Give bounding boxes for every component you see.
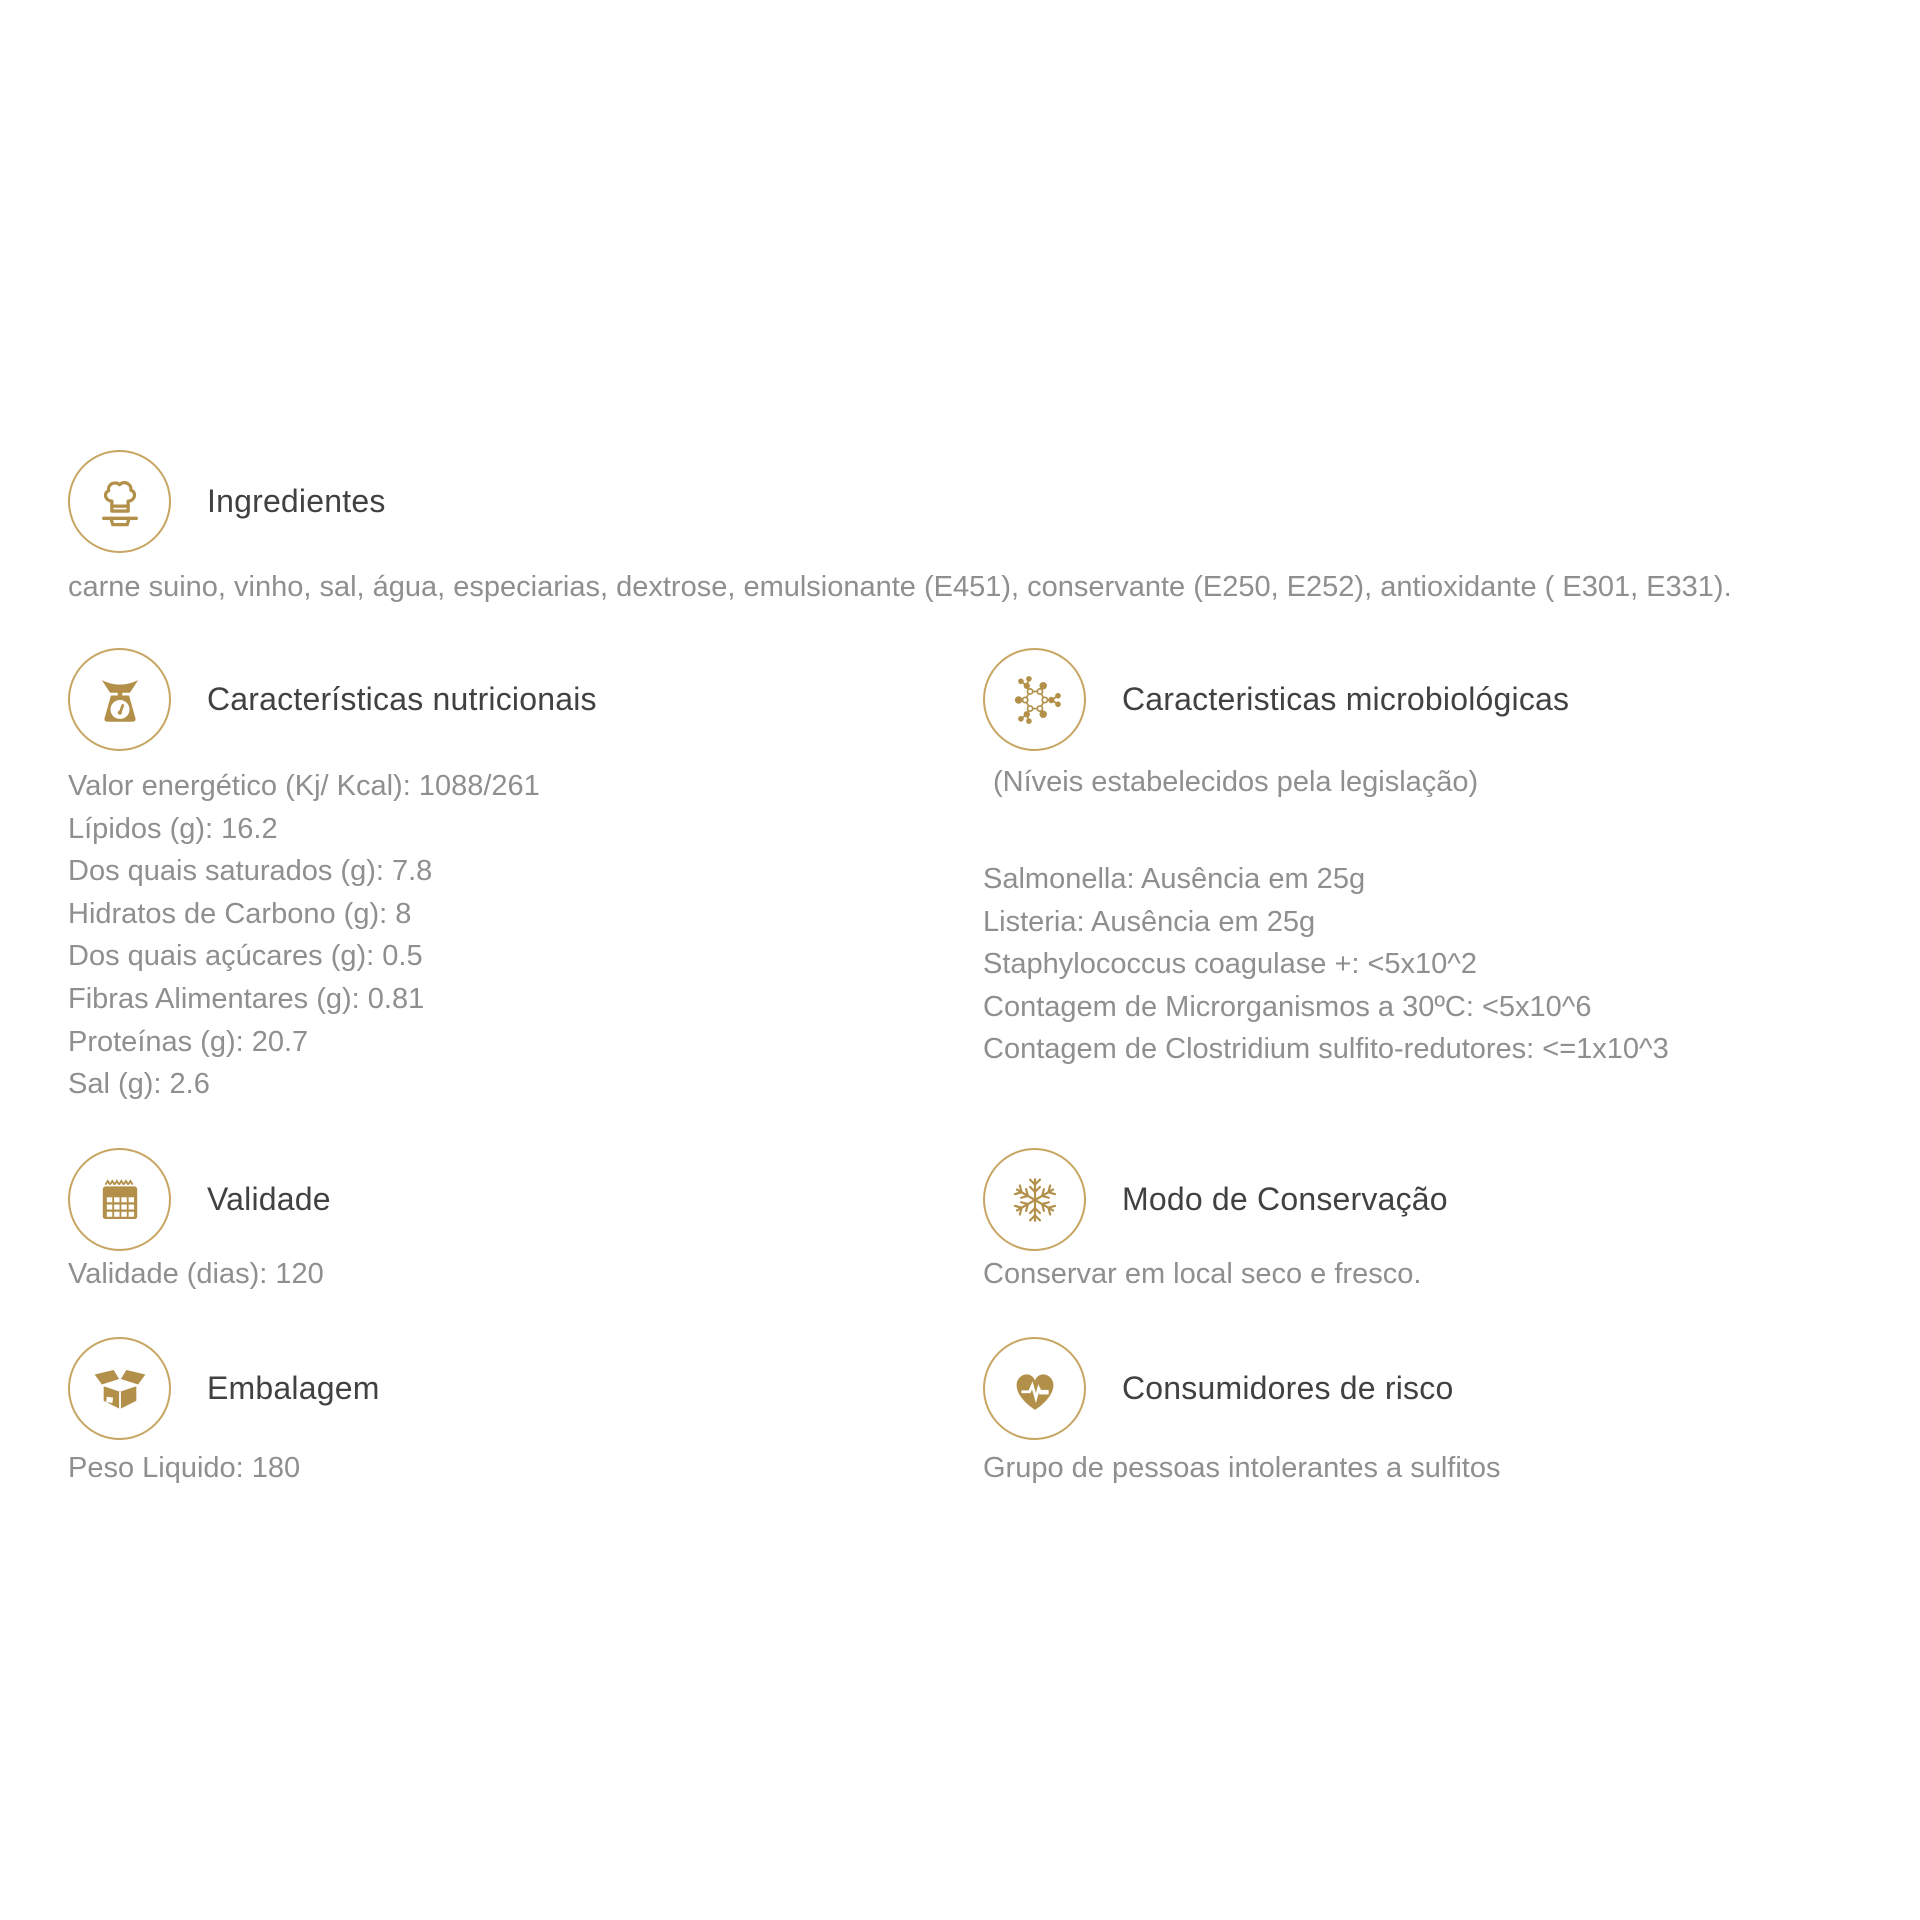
section-title: Características nutricionais [207,681,597,717]
embalagem-text: Peso Liquido: 180 [68,1452,301,1484]
section-conservacao-header [983,1148,1448,1251]
micro-list [983,858,1669,1071]
micro-line: Staphylococcus coagulase +: <5x10^2 [983,948,1478,981]
section-microbiologicas-header [983,648,1569,751]
nutrition-line: Lípidos (g): 16.2 [68,812,278,845]
micro-line: Contagem de Microrganismos a 30ºC: <5x10^6 [983,990,1592,1023]
nutrition-line: Valor energético (Kj/ Kcal): 1088/261 [68,770,540,802]
section-title: Ingredientes [207,483,386,519]
section-embalagem-header [68,1337,380,1440]
conservacao-text: Conservar em local seco e fresco. [983,1258,1422,1290]
nutrition-line: Dos quais saturados (g): 7.8 [68,855,433,888]
section-title: Caracteristicas microbiológicas [1122,681,1570,717]
section-validade-header [68,1148,331,1251]
section-title: Consumidores de risco [1122,1370,1454,1406]
ingredients-text: carne suino, vinho, sal, água, especiarias, dextrose, emulsionante (E451), conservante (E250, E252), antioxidante ( E301, E331). [68,571,1732,603]
heart-pulse-icon [983,1337,1086,1440]
nutrition-line: Dos quais açúcares (g): 0.5 [68,940,423,973]
snowflake-icon [983,1148,1086,1251]
nutrition-line: Sal (g): 2.6 [68,1068,210,1101]
open-box-icon [68,1337,171,1440]
section-nutricionais-header [68,648,597,751]
section-title: Embalagem [207,1370,380,1406]
section-ingredientes-header [68,450,386,553]
micro-line: Listeria: Ausência em 25g [983,905,1316,938]
section-title: Modo de Conservação [1122,1181,1448,1217]
section-title: Validade [207,1181,331,1217]
molecule-icon [983,648,1086,751]
nutrition-line: Hidratos de Carbono (g): 8 [68,897,412,930]
nutrition-line: Proteínas (g): 20.7 [68,1025,309,1058]
calendar-icon [68,1148,171,1251]
risco-text: Grupo de pessoas intolerantes a sulfitos [983,1452,1501,1484]
chef-hat-icon [68,450,171,553]
kitchen-scale-icon [68,648,171,751]
validade-text: Validade (dias): 120 [68,1258,324,1290]
nutrition-line: Fibras Alimentares (g): 0.81 [68,982,425,1015]
section-risco-header [983,1337,1453,1440]
micro-line: Salmonella: Ausência em 25g [983,863,1366,895]
micro-line: Contagem de Clostridium sulfito-redutores: <=1x10^3 [983,1033,1669,1066]
micro-subtitle: (Níveis estabelecidos pela legislação) [993,766,1479,798]
nutrition-list [68,765,540,1106]
